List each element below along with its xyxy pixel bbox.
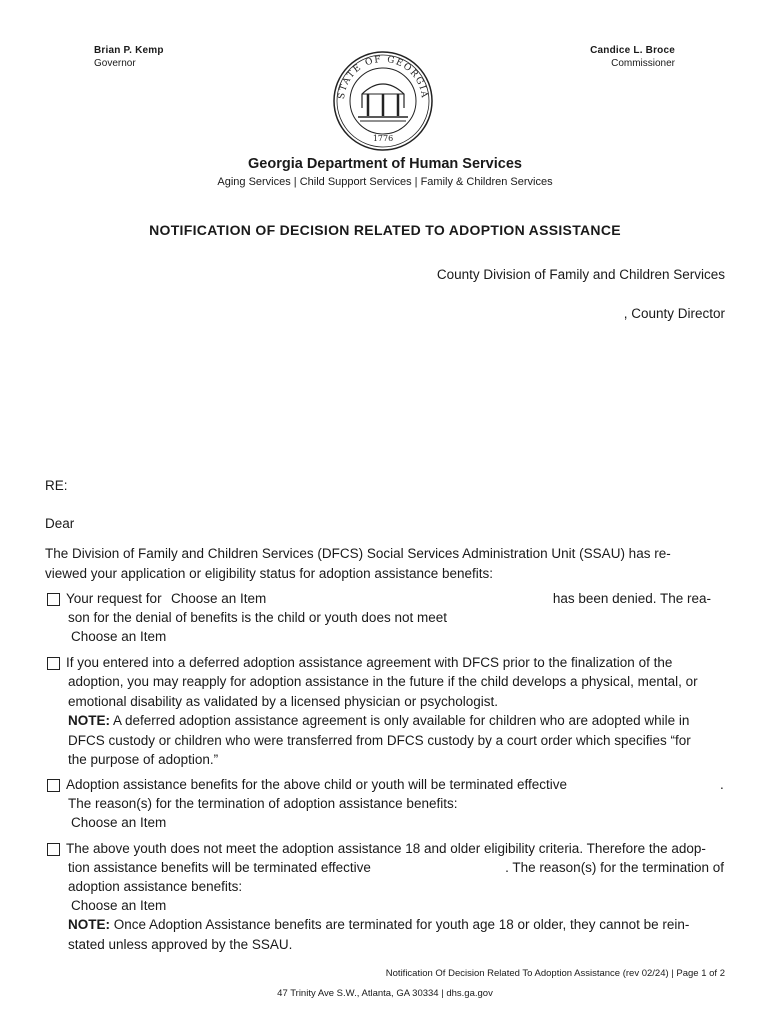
county-division-line: County Division of Family and Children Services [436,267,725,282]
termination-reason-dropdown[interactable]: Choose an Item [71,815,167,830]
department-services: Aging Services | Child Support Services | Family & Children Services [217,176,553,188]
denial-reason-dropdown[interactable]: Choose an Item [71,629,167,644]
state-seal-logo [332,50,434,152]
commissioner-title: Commissioner [611,58,675,69]
note-label: NOTE: [68,917,110,932]
option3-line2: The reason(s) for the termination of adoption assistance benefits: [68,796,458,811]
re-label: RE: [45,478,68,493]
governor-title: Governor [94,58,136,69]
request-type-dropdown[interactable]: Choose an Item [171,591,267,606]
termination-date-field[interactable] [580,775,710,794]
governor-name: Brian P. Kemp [94,45,164,56]
salutation: Dear [45,516,75,531]
seal-year: 1776 [372,134,394,143]
option1-suffix: has been denied. The rea- [552,591,711,606]
option1-prefix: Your request for [66,591,162,606]
option1-line2: son for the denial of benefits is the child or youth does not meet [68,610,447,625]
county-director-line: , County Director [623,306,725,321]
age18-termination-date-field[interactable] [385,858,495,877]
age18-reason-dropdown[interactable]: Choose an Item [71,898,167,913]
seal-top-text: STATE OF GEORGIA [336,54,430,100]
intro-text: The Division of Family and Children Services (DFCS) Social Services Administration Unit (SSAU) has re- viewed your application or eligibility status for adoption assistance benefits: [45,546,671,581]
option4-line1: The above youth does not meet the adoption assistance 18 and older eligibility criteria. Therefore the adop- [66,841,706,856]
denial-checkbox[interactable] [47,593,60,606]
option3-period: . [720,777,724,792]
document-title: NOTIFICATION OF DECISION RELATED TO ADOPTION ASSISTANCE [149,222,621,238]
option4-line3: adoption assistance benefits: [68,879,243,894]
commissioner-name: Candice L. Broce [590,45,675,56]
option2-line1: If you entered into a deferred adoption assistance agreement with DFCS prior to the finalization of the [66,655,673,670]
option4-line2b: . The reason(s) for the termination of [505,860,724,875]
note-label: NOTE: [68,713,110,728]
department-name: Georgia Department of Human Services [248,156,522,172]
option4-note: NOTE: Once Adoption Assistance benefits are terminated for youth age 18 or older, they cannot be rein- stated unless approved by the SSAU. [68,917,690,952]
form-footer-info: Notification Of Decision Related To Adoption Assistance (rev 02/24) | Page 1 of 2 [385,968,725,979]
footer-address: 47 Trinity Ave S.W., Atlanta, GA 30334 | dhs.ga.gov [277,988,493,999]
deferred-agreement-checkbox[interactable] [47,657,60,670]
termination-checkbox[interactable] [47,779,60,792]
option4-line2a: tion assistance benefits will be terminated effective [68,860,371,875]
option3-line1: Adoption assistance benefits for the above child or youth will be terminated effective [66,777,568,792]
option2-text: adoption, you may reapply for adoption assistance in the future if the child develops a physical, mental, or emotional disability as validated by a licensed physician or psychologist. NOTE: A deferred adoption assistance agreement is only available for children who are adopted while in DFCS custody or children who were transferred from DFCS custody by a court order which specifies “for the purpose of adoption.” [68,674,698,767]
age18-termination-checkbox[interactable] [47,843,60,856]
